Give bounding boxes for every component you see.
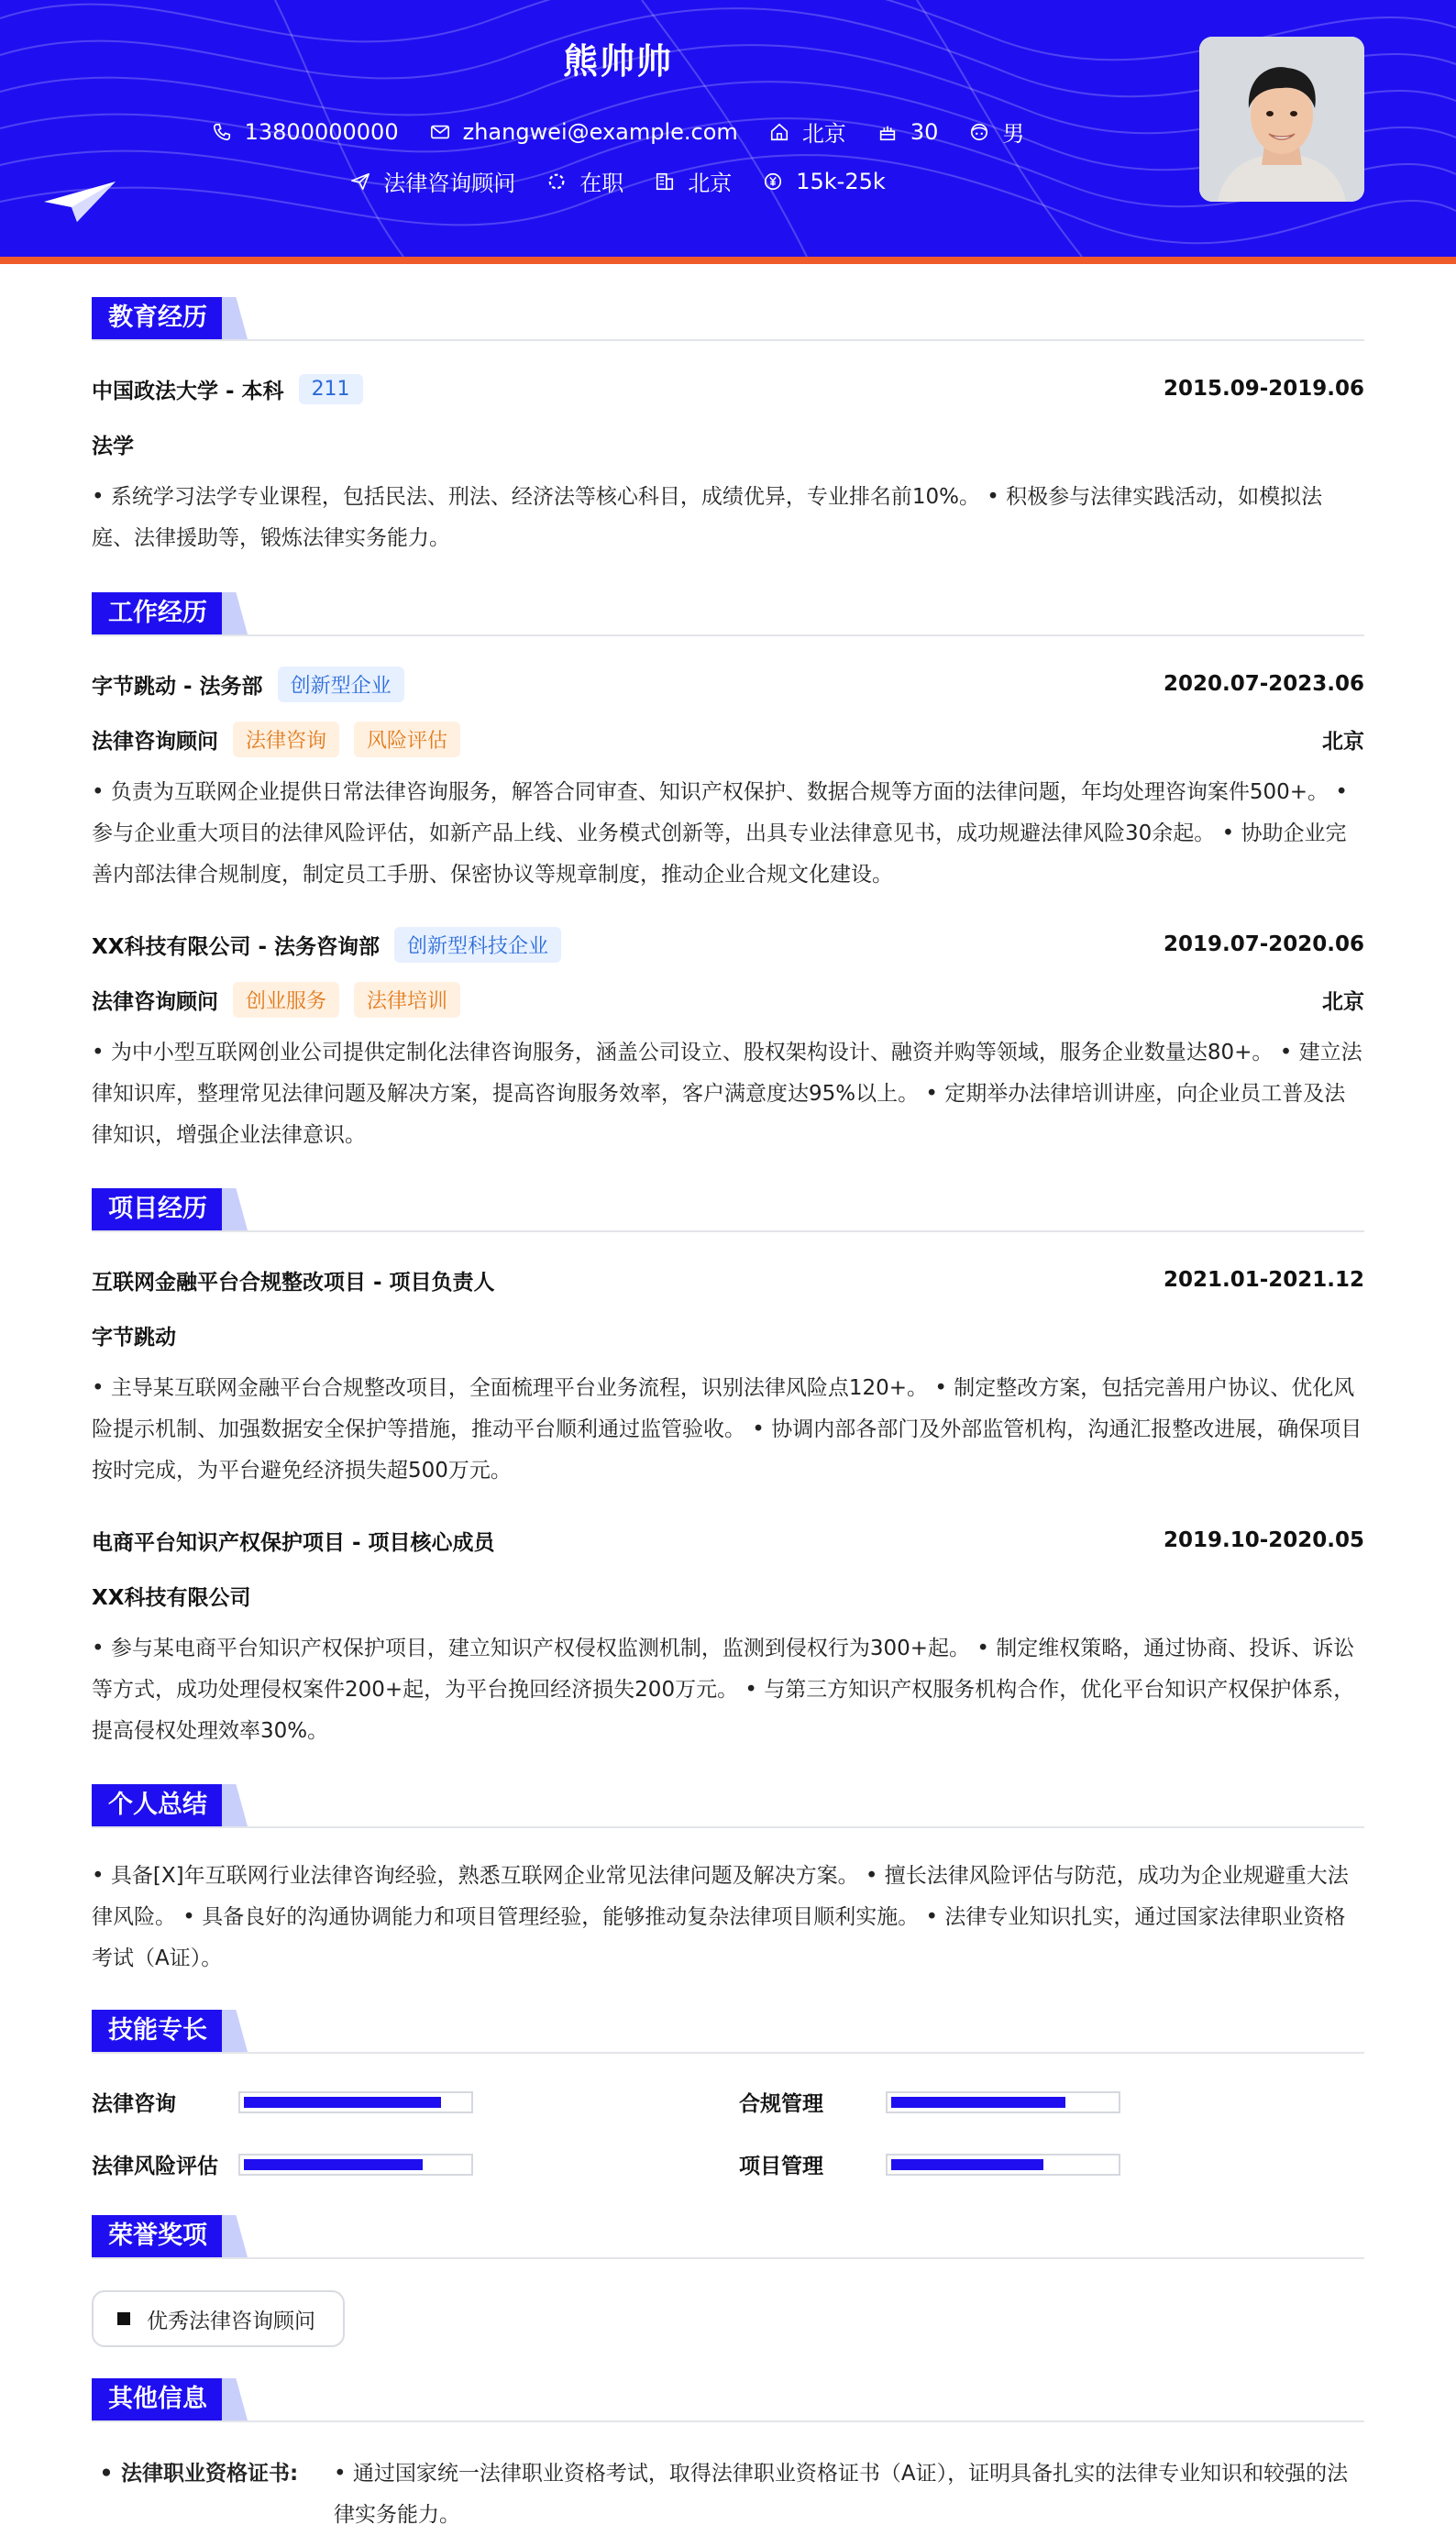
section-divider — [92, 2420, 1364, 2422]
role-tag: 风险评估 — [354, 722, 460, 757]
work-city: 北京 — [1322, 989, 1364, 1014]
company-name: XX科技有限公司 - 法务咨询部 — [92, 934, 381, 959]
status-item: 在职 — [546, 165, 623, 197]
company-tag: 创新型企业 — [278, 667, 404, 702]
section-divider — [92, 1230, 1364, 1232]
status-icon — [546, 171, 567, 192]
school-name: 中国政法大学 - 本科 — [92, 379, 284, 403]
company-tag: 创新型科技企业 — [394, 927, 561, 963]
award-label: 优秀法律咨询顾问 — [147, 2309, 315, 2333]
other-info-key: 法律职业资格证书: — [121, 2462, 299, 2486]
role-tag: 创业服务 — [233, 982, 339, 1018]
section-skills — [92, 2010, 1364, 2054]
section-work — [92, 592, 1364, 636]
work-date: 2020.07-2023.06 — [1163, 672, 1364, 696]
email-item: zhangwei@example.com — [430, 119, 738, 145]
section-divider — [92, 634, 1364, 636]
section-divider — [92, 2052, 1364, 2054]
project-date: 2019.10-2020.05 — [1163, 1528, 1364, 1552]
summary-text: • 具备[X]年互联网行业法律咨询经验，熟悉互联网企业常见法律问题及解决方案。 • 擅长法律风险评估与防范，成功为企业规避重大法律风险。 • 具备良好的沟通协调能力和项目管理经验，能够推动复杂法律项目顺利实施。 • 法律专业知识扎实，通过国家法律职业资格考试（A证）。 — [92, 1864, 1349, 1970]
skill-bar-fill — [244, 2097, 441, 2108]
section-summary — [92, 1784, 1364, 1828]
age-icon — [877, 122, 898, 142]
section-title-tail — [222, 2378, 248, 2420]
section-title-tail — [222, 1784, 248, 1826]
role-tag: 法律咨询 — [233, 722, 339, 757]
education-date: 2015.09-2019.06 — [1163, 377, 1364, 401]
project-org: 字节跳动 — [92, 1325, 176, 1350]
location-item: 北京 — [769, 116, 846, 148]
section-education — [92, 297, 1364, 341]
project-org: XX科技有限公司 — [92, 1585, 251, 1610]
section-awards — [92, 2215, 1364, 2259]
school-tag: 211 — [299, 374, 363, 404]
section-title: 项目经历 — [92, 1188, 224, 1230]
role-tag: 法律培训 — [354, 982, 460, 1018]
skill-bar — [238, 2091, 473, 2113]
position-item: 法律咨询顾问 — [350, 165, 515, 197]
project-title: 互联网金融平台合规整改项目 - 项目负责人 — [92, 1270, 495, 1295]
skill-bar-fill — [891, 2159, 1043, 2170]
job-role: 法律咨询顾问 — [92, 729, 218, 754]
section-title: 个人总结 — [92, 1784, 224, 1826]
candidate-name: 熊帅帅 — [562, 41, 673, 82]
salary-item: 15k-25k — [763, 169, 886, 194]
project-title: 电商平台知识产权保护项目 - 项目核心成员 — [92, 1530, 495, 1555]
section-title-tail — [222, 2010, 248, 2052]
salary-icon — [763, 171, 783, 192]
skill-name: 法律咨询 — [92, 2092, 176, 2116]
skill-item — [739, 2149, 1120, 2179]
home-icon — [769, 122, 789, 142]
work-role-row — [92, 983, 1364, 1016]
other-info-value: • 通过国家统一法律职业资格考试，取得法律职业资格证书（A证），证明具备扎实的法律专业知识和较强的法律实务能力。 — [334, 2462, 1349, 2527]
section-divider — [92, 1826, 1364, 1828]
work-date: 2019.07-2020.06 — [1163, 932, 1364, 956]
work-description: • 为中小型互联网创业公司提供定制化法律咨询服务，涵盖公司设立、股权架构设计、融资并购等领域，服务企业数量达80+。 • 建立法律知识库，整理常见法律问题及解决方案，提高咨询服务效率，客户满意度达95%以上。 • 定期举办法律培训讲座，向企业员工普及法律知识，增强企业法律意识。 — [92, 1041, 1362, 1147]
age-item: 30 — [877, 119, 939, 145]
skill-item — [739, 2087, 1120, 2117]
project-date: 2021.01-2021.12 — [1163, 1268, 1364, 1292]
send-icon — [350, 171, 370, 192]
section-title: 荣誉奖项 — [92, 2215, 224, 2257]
contact-row — [0, 116, 1236, 148]
section-title: 技能专长 — [92, 2010, 224, 2052]
section-title-tail — [222, 2215, 248, 2257]
other-info-item — [92, 2453, 1364, 2536]
major: 法学 — [92, 434, 134, 458]
skill-bar-fill — [244, 2159, 423, 2170]
skill-bar — [886, 2154, 1120, 2176]
section-title: 工作经历 — [92, 592, 224, 634]
section-title-tail — [222, 1188, 248, 1230]
job-role: 法律咨询顾问 — [92, 989, 218, 1014]
city-item: 北京 — [655, 165, 732, 197]
work-role-row — [92, 722, 1364, 755]
bullet-icon: • — [99, 2462, 114, 2486]
resume-header — [0, 0, 1456, 257]
skill-name: 法律风险评估 — [92, 2155, 218, 2178]
work-description: • 负责为互联网企业提供日常法律咨询服务，解答合同审查、知识产权保护、数据合规等方面的法律问题，年均处理咨询案件500+。 • 参与企业重大项目的法律风险评估，如新产品上线、业务模式创新等，出具专业法律意见书，成功规避法律风险30余起。 • 协助企业完善内部法律合规制度，制定员工手册、保密协议等规章制度，推动企业合规文化建设。 — [92, 780, 1348, 887]
education-major-row — [92, 427, 1364, 460]
square-bullet-icon — [117, 2312, 130, 2325]
education-description: • 系统学习法学专业课程，包括民法、刑法、经济法等核心科目，成绩优异，专业排名前10%。 • 积极参与法律实践活动，如模拟法庭、法律援助等，锻炼法律实务能力。 — [92, 485, 1323, 550]
skill-item — [92, 2149, 473, 2179]
header-accent-stripe — [0, 257, 1456, 264]
education-header-row — [92, 372, 1364, 405]
section-other — [92, 2378, 1364, 2422]
gender-icon — [969, 122, 989, 142]
skill-bar — [238, 2154, 473, 2176]
project-header-row — [92, 1263, 1364, 1296]
section-project — [92, 1188, 1364, 1232]
section-divider — [92, 2257, 1364, 2259]
project-header-row — [92, 1524, 1364, 1557]
skill-bar — [886, 2091, 1120, 2113]
work-header-row — [92, 667, 1364, 700]
skill-item — [92, 2087, 473, 2117]
skill-name: 合规管理 — [739, 2092, 823, 2116]
building-icon — [655, 171, 675, 192]
phone-item: 13800000000 — [212, 119, 399, 145]
section-divider — [92, 339, 1364, 341]
section-title: 其他信息 — [92, 2378, 224, 2420]
project-description: • 参与某电商平台知识产权保护项目，建立知识产权侵权监测机制，监测到侵权行为300+起。 • 制定维权策略，通过协商、投诉、诉讼等方式，成功处理侵权案件200+起，为平台挽回经济损失200万元。 • 与第三方知识产权服务机构合作，优化平台知识产权保护体系，提高侵权处理效率30%。 — [92, 1637, 1355, 1743]
avatar-photo — [1199, 37, 1364, 202]
section-title: 教育经历 — [92, 297, 224, 339]
phone-icon — [212, 122, 232, 142]
project-org-row — [92, 1579, 1364, 1612]
work-header-row — [92, 928, 1364, 961]
intent-row — [0, 165, 1236, 197]
avatar — [1199, 37, 1364, 202]
award-chip — [92, 2290, 345, 2347]
work-city: 北京 — [1322, 729, 1364, 754]
section-title-tail — [222, 297, 248, 339]
mail-icon — [430, 122, 450, 142]
project-description: • 主导某互联网金融平台合规整改项目，全面梳理平台业务流程，识别法律风险点120+。 • 制定整改方案，包括完善用户协议、优化风险提示机制、加强数据安全保护等措施，推动平台顺利通过监管验收。 • 协调内部各部门及外部监管机构，沟通汇报整改进展，确保项目按时完成，为平台避免经济损失超500万元。 — [92, 1376, 1362, 1483]
section-title-tail — [222, 592, 248, 634]
project-org-row — [92, 1318, 1364, 1351]
skill-name: 项目管理 — [739, 2155, 823, 2178]
company-name: 字节跳动 - 法务部 — [92, 674, 263, 699]
skill-bar-fill — [891, 2097, 1065, 2108]
gender-item: 男 — [969, 116, 1024, 148]
